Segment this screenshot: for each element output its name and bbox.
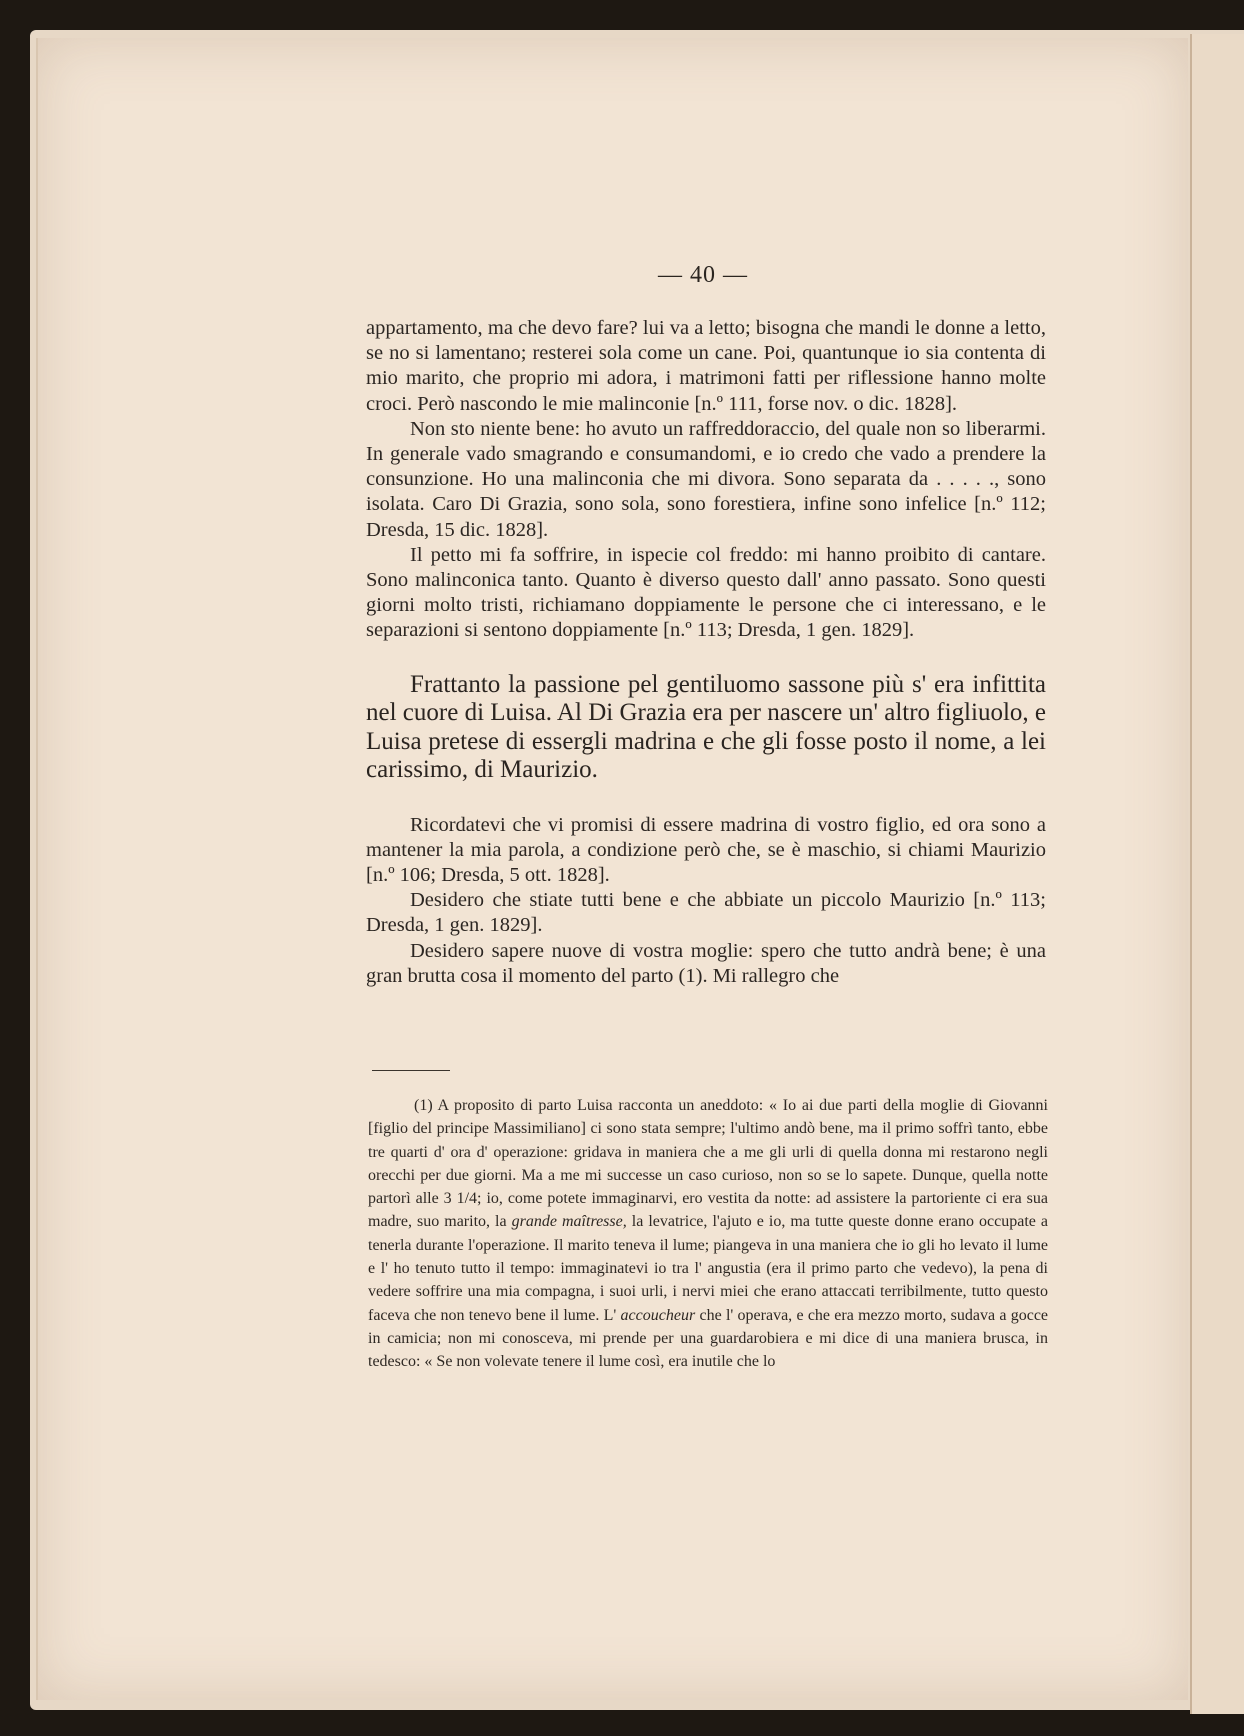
- paragraph: Non sto niente bene: ho avuto un raffreddoraccio, del quale non so liberarmi. In generale vado smagrando e consumandomi, e io credo che vado a prendere la consunzione. Ho una malinconia che mi divora. Sono separata da . . . . ., sono isolata. Caro Di Grazia, sono sola, sono forestiera, infine sono infelice [n.º 112; Dresda, 15 dic. 1828].: [366, 417, 1046, 541]
- paragraph: Il petto mi fa soffrire, in ispecie col freddo: mi hanno proibito di cantare. Sono malinconica tanto. Quanto è diverso questo dall' anno passato. Sono questi giorni molto tristi, richiamano doppiamente le persone che ci interessano, e le separazioni si sentono doppiamente [n.º 113; Dresda, 1 gen. 1829].: [366, 543, 1046, 642]
- footnote-divider: [372, 1070, 450, 1071]
- footnote-italic: accoucheur: [620, 1306, 696, 1324]
- letter-quote: Desidero che stiate tutti bene e che abbiate un piccolo Maurizio [n.º 113; Dresda, 1 gen. 1829].: [366, 889, 1046, 937]
- page-body: [366, 316, 1046, 989]
- footnote-italic: grande maîtresse,: [511, 1213, 627, 1231]
- narrative-paragraph: Frattanto la passione pel gentiluomo sassone più s' era infittita nel cuore di Luisa. Al Di Grazia era per nascere un' altro figliuolo, e Luisa pretese di essergli madrina e che gli fosse posto il nome, a lei carissimo, di Maurizio.: [366, 670, 1046, 784]
- footnote-text: che l' operava, e che era mezzo morto, sudava a gocce in camicia; non mi conosceva, mi prende per una guardarobiera e mi dice di una maniera brusca, in tedesco: « Se non volevate tenere il lume così, era inutile che lo: [368, 1306, 1049, 1371]
- footnote-text: (1) A proposito di parto Luisa racconta un aneddoto: « Io ai due parti della moglie di Giovanni [figlio del principe Massimiliano] ci sono stata sempre; l'ultimo andò bene, ma il primo soffrì tanto, ebbe tre quarti d' ora d' operazione: gridava in maniera che a me gli urli di quella donna mi restarono negli orecchi per due giorni. Ma a me mi successe un caso curioso, non so se lo sapete. Dunque, quella notte partorì alle 3 1/4; io, come potete immaginarvi, ero vestita da notte: ad assistere la partoriente ci era sua madre, suo marito, la: [368, 1097, 1048, 1231]
- footnote-text: la levatrice, l'ajuto e io, ma tutte queste donne erano occupate a tenerla durante l'operazione. Il marito teneva il lume; piangeva in una maniera che io gli ho levato il lume e l' ho tenuto tutto il tempo: immaginatevi io tra l' angustia (era il primo parto che vedevo), la pena di vedere soffrire una mia compagna, i suoi urli, i nervi miei che erano attaccati terribilmente, tutto questo faceva che non tenevo bene il lume. L': [368, 1213, 1049, 1324]
- book-page: [36, 38, 1188, 1700]
- footnote: [368, 1094, 1048, 1374]
- letter-quote: Desidero sapere nuove di vostra moglie: spero che tutto andrà bene; è una gran brutta cosa il momento del parto (1). Mi rallegro che: [366, 939, 1046, 987]
- paragraph: appartamento, ma che devo fare? lui va a letto; bisogna che mandi le donne a letto, se no si lamentano; resterei sola come un cane. Poi, quantunque io sia contenta di mio marito, che proprio mi adora, i matrimoni fatti per riflessione hanno molte croci. Però nascondo le mie malinconie [n.º 111, forse nov. o dic. 1828].: [366, 317, 1046, 415]
- page-number: — 40 —: [658, 262, 748, 288]
- letter-quote: Ricordatevi che vi promisi di essere madrina di vostro figlio, ed ora sono a mantener la mia parola, a condizione però che, se è maschio, si chiami Maurizio [n.º 106; Dresda, 5 ott. 1828].: [366, 813, 1046, 887]
